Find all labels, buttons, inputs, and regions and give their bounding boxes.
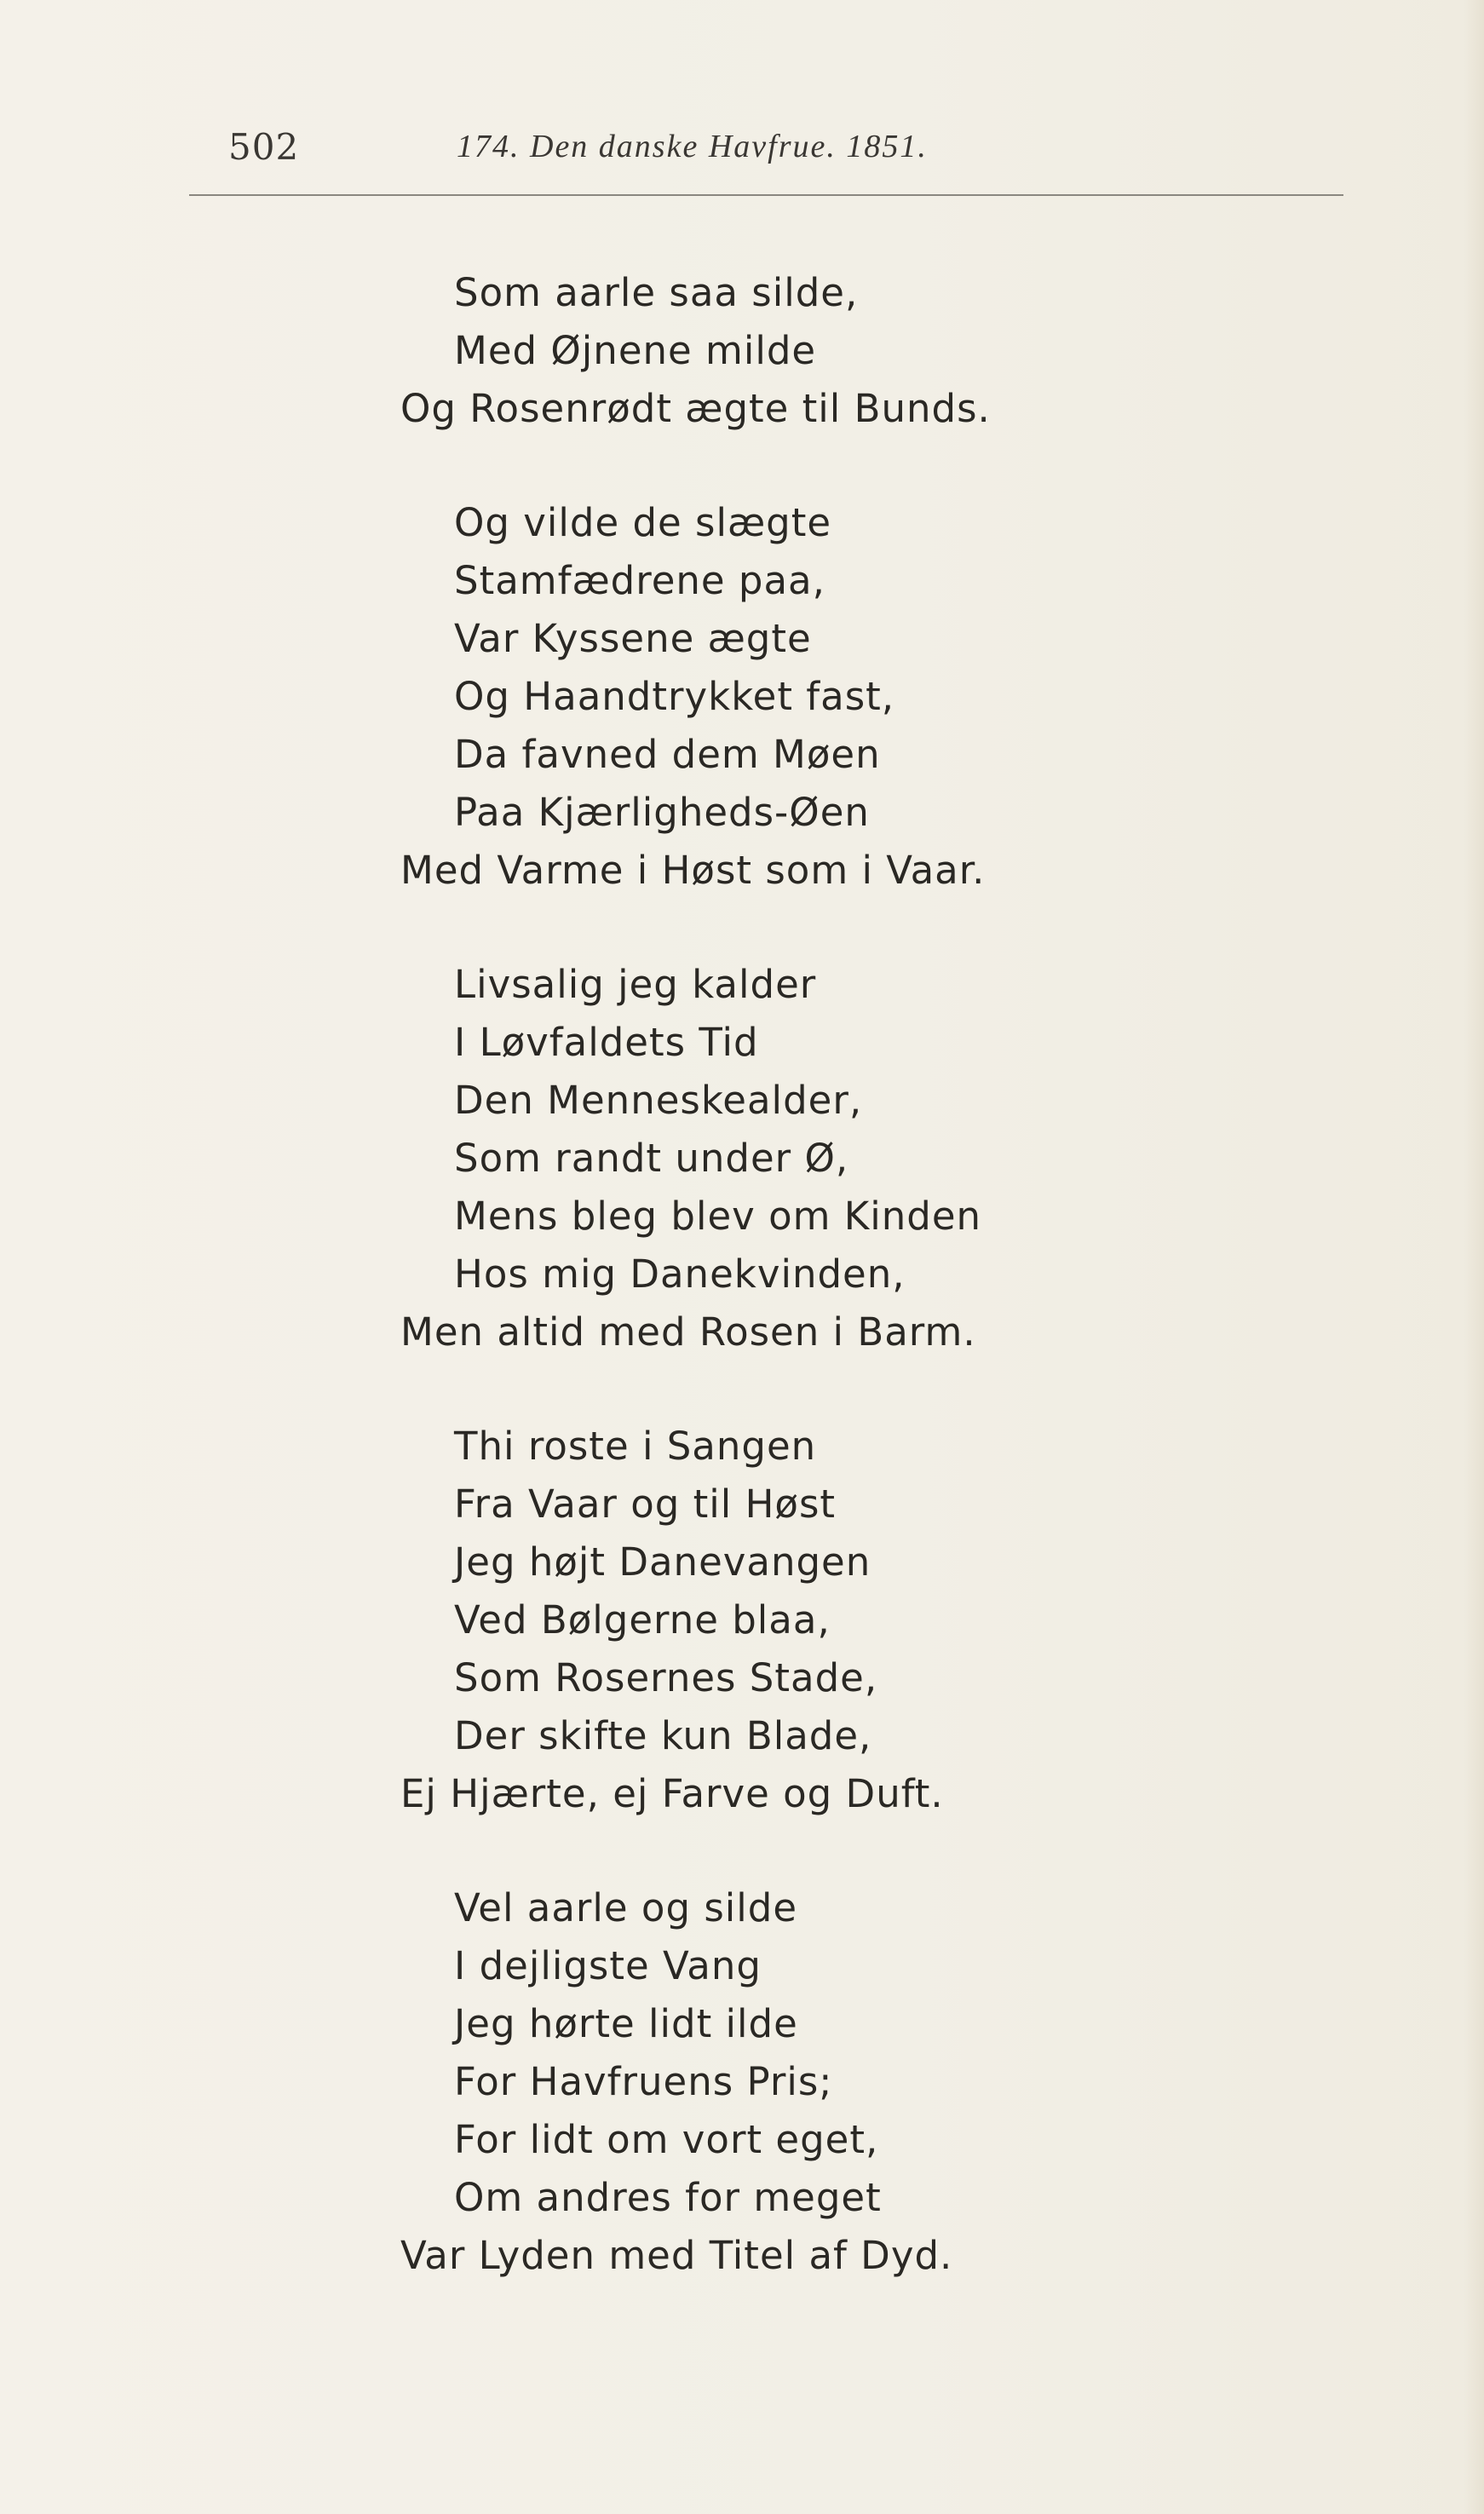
poem-line: Med Øjnene milde xyxy=(454,328,817,373)
poem-line: Ej Hjærte, ej Farve og Duft. xyxy=(400,1771,944,1816)
poem-line: Thi roste i Sangen xyxy=(454,1424,817,1469)
poem-line: Vel aarle og silde xyxy=(454,1885,798,1930)
stanza-gap xyxy=(400,1361,991,1418)
stanza-gap xyxy=(400,1823,991,1879)
poem-line: Hos mig Danekvinden, xyxy=(454,1251,906,1297)
poem-line: Mens bleg blev om Kinden xyxy=(454,1194,982,1239)
poem-line: Og Rosenrødt ægte til Bunds. xyxy=(400,386,991,431)
poem-line: Men altid med Rosen i Barm. xyxy=(400,1309,976,1355)
stanza-gap xyxy=(400,900,991,956)
stanza xyxy=(400,264,991,438)
poem-line: Som Rosernes Stade, xyxy=(454,1655,878,1700)
poem-line: Der skifte kun Blade, xyxy=(454,1713,872,1758)
poem-line: Som randt under Ø, xyxy=(454,1136,849,1181)
stanza xyxy=(400,1418,991,1823)
poem-line: I Løvfaldets Tid xyxy=(454,1020,759,1065)
poem-line: Livsalig jeg kalder xyxy=(454,962,817,1007)
page-header xyxy=(228,126,1165,177)
poem-line: Jeg hørte lidt ilde xyxy=(454,2001,798,2046)
poem-line: Jeg højt Danevangen xyxy=(454,1539,871,1585)
poem-line: Var Lyden med Titel af Dyd. xyxy=(400,2233,953,2278)
poem-line: Da favned dem Møen xyxy=(454,732,881,777)
poem-line: Og vilde de slægte xyxy=(454,500,832,545)
poem-line: Fra Vaar og til Høst xyxy=(454,1481,837,1527)
poem-line: Om andres for meget xyxy=(454,2175,882,2220)
poem-line: Som aarle saa silde, xyxy=(454,270,859,315)
running-head: 174. Den danske Havfrue. 1851. xyxy=(457,129,928,164)
stanza xyxy=(400,956,991,1361)
stanza xyxy=(400,1879,991,2285)
poem-line: For lidt om vort eget, xyxy=(454,2117,879,2162)
page-number: 502 xyxy=(228,126,300,168)
poem-line: Ved Bølgerne blaa, xyxy=(454,1597,831,1642)
poem-line: Paa Kjærligheds-Øen xyxy=(454,790,870,835)
header-rule xyxy=(189,194,1343,196)
poem-line: Var Kyssene ægte xyxy=(454,616,812,661)
poem-line: Og Haandtrykket fast, xyxy=(454,674,895,719)
page-edge-shading xyxy=(1464,0,1484,2514)
poem xyxy=(400,264,991,2285)
stanza-gap xyxy=(400,438,991,494)
poem-line: Med Varme i Høst som i Vaar. xyxy=(400,848,986,893)
poem-line: For Havfruens Pris; xyxy=(454,2059,833,2104)
stanza xyxy=(400,494,991,900)
poem-line: I dejligste Vang xyxy=(454,1943,762,1988)
poem-line: Stamfædrene paa, xyxy=(454,558,825,603)
poem-line: Den Menneskealder, xyxy=(454,1078,863,1123)
